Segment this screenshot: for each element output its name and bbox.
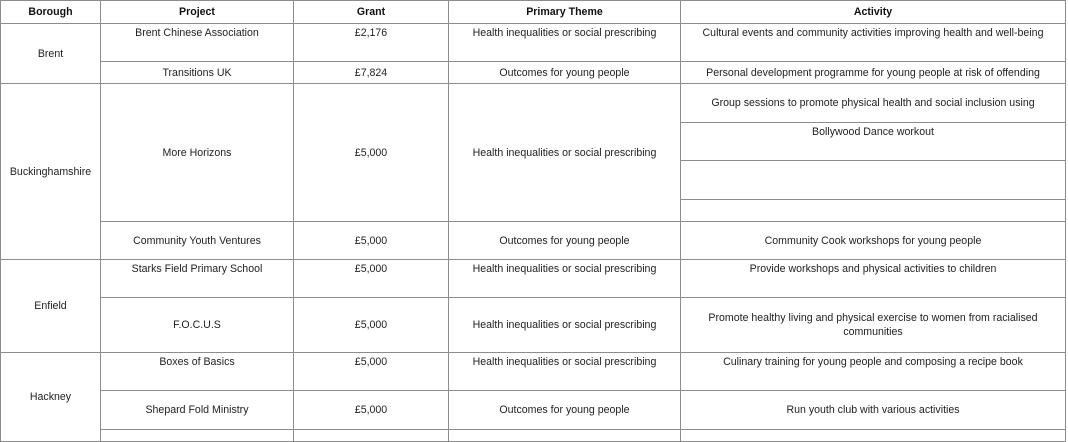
grant-cell: £7,824 xyxy=(294,62,449,84)
grant-cell: £5,000 xyxy=(294,353,449,391)
grant-cell xyxy=(294,430,449,442)
grant-cell: £5,000 xyxy=(294,84,449,222)
table-row xyxy=(1,430,1066,442)
borough-cell: Buckinghamshire xyxy=(1,84,101,260)
project-cell: Brent Chinese Association xyxy=(101,24,294,62)
theme-cell: Outcomes for young people xyxy=(449,222,681,260)
project-cell: F.O.C.U.S xyxy=(101,298,294,353)
theme-cell: Health inequalities or social prescribing xyxy=(449,84,681,222)
borough-cell: Enfield xyxy=(1,260,101,353)
activity-cell: Provide workshops and physical activities to children xyxy=(681,260,1066,298)
activity-line-cell: Bollywood Dance workout xyxy=(681,123,1066,161)
activity-line-cell: Group sessions to promote physical health and social inclusion using xyxy=(681,84,1066,123)
header-borough: Borough xyxy=(1,1,101,24)
header-row xyxy=(1,1,1066,24)
table-row xyxy=(1,391,1066,430)
project-cell xyxy=(101,430,294,442)
activity-cell: Run youth club with various activities xyxy=(681,391,1066,430)
project-cell: Shepard Fold Ministry xyxy=(101,391,294,430)
activity-cell xyxy=(681,430,1066,442)
header-activity: Activity xyxy=(681,1,1066,24)
table-row xyxy=(1,62,1066,84)
activity-line-cell xyxy=(681,200,1066,222)
table-row xyxy=(1,222,1066,260)
table-row xyxy=(1,260,1066,298)
activity-cell: Personal development programme for young people at risk of offending xyxy=(681,62,1066,84)
activity-cell: Cultural events and community activities improving health and well-being xyxy=(681,24,1066,62)
activity-cell: Community Cook workshops for young people xyxy=(681,222,1066,260)
project-cell: Transitions UK xyxy=(101,62,294,84)
theme-cell: Health inequalities or social prescribing xyxy=(449,353,681,391)
theme-cell: Outcomes for young people xyxy=(449,391,681,430)
project-cell: Boxes of Basics xyxy=(101,353,294,391)
theme-cell: Health inequalities or social prescribing xyxy=(449,298,681,353)
header-grant: Grant xyxy=(294,1,449,24)
header-project: Project xyxy=(101,1,294,24)
borough-cell: Hackney xyxy=(1,353,101,442)
table-row xyxy=(1,84,1066,123)
grant-cell: £5,000 xyxy=(294,391,449,430)
table-row xyxy=(1,24,1066,62)
activity-line-cell xyxy=(681,161,1066,200)
project-cell: Community Youth Ventures xyxy=(101,222,294,260)
table-row xyxy=(1,298,1066,353)
grant-cell: £5,000 xyxy=(294,260,449,298)
table-row xyxy=(1,353,1066,391)
theme-cell xyxy=(449,430,681,442)
theme-cell: Health inequalities or social prescribing xyxy=(449,24,681,62)
theme-cell: Outcomes for young people xyxy=(449,62,681,84)
grant-cell: £5,000 xyxy=(294,298,449,353)
header-primary-theme: Primary Theme xyxy=(449,1,681,24)
activity-cell: Culinary training for young people and composing a recipe book xyxy=(681,353,1066,391)
project-cell: More Horizons xyxy=(101,84,294,222)
activity-cell: Promote healthy living and physical exercise to women from racialised communities xyxy=(681,298,1066,353)
borough-cell: Brent xyxy=(1,24,101,84)
theme-cell: Health inequalities or social prescribing xyxy=(449,260,681,298)
grant-cell: £2,176 xyxy=(294,24,449,62)
grant-cell: £5,000 xyxy=(294,222,449,260)
project-cell: Starks Field Primary School xyxy=(101,260,294,298)
